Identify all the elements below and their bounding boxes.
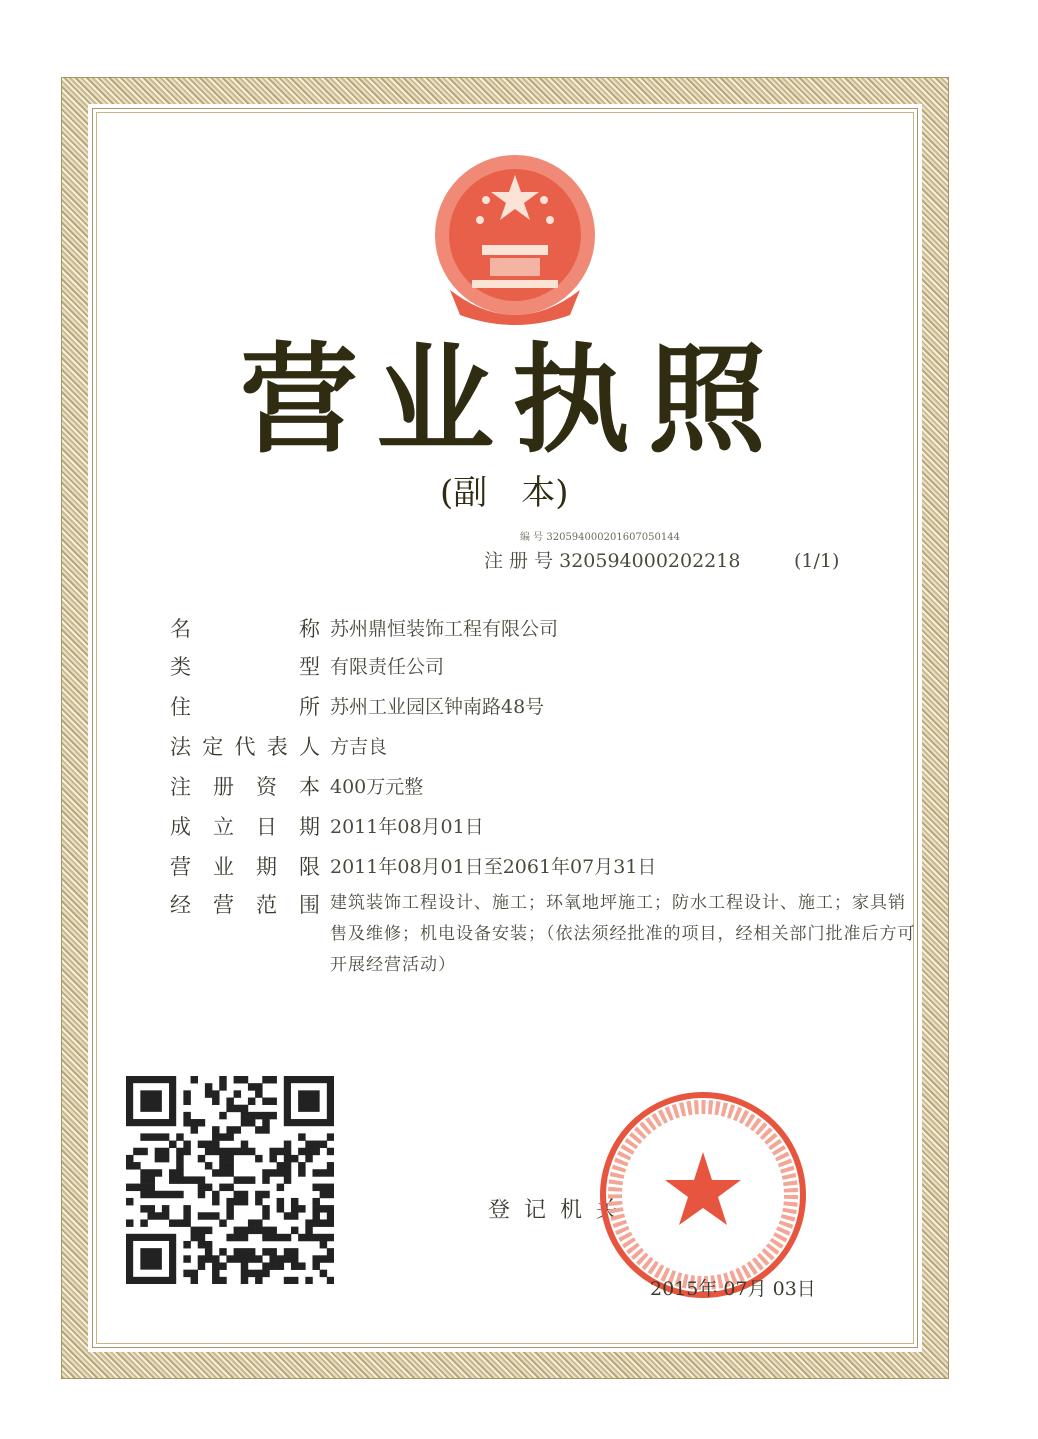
field-label: 名 称: [170, 617, 320, 641]
registration-number: [484, 546, 864, 576]
qr-code-icon: [126, 1076, 334, 1284]
issue-date: 2015年 07月 03日: [650, 1278, 816, 1300]
field-value: 苏州工业园区钟南路48号: [330, 696, 545, 718]
field-row: [170, 730, 930, 764]
field-label: 注 册 资 本: [170, 775, 320, 799]
field-label: 成 立 日 期: [170, 815, 320, 839]
field-value: 2011年08月01日至2061年07月31日: [330, 856, 657, 878]
field-value: 有限责任公司: [330, 656, 445, 678]
field-value: 400万元整: [330, 776, 424, 798]
authority-label: 登记机关: [488, 1198, 633, 1223]
national-emblem-icon: [420, 150, 610, 335]
field-value: 苏州鼎恒装饰工程有限公司: [330, 618, 559, 640]
document-subtitle: (副 本): [440, 473, 569, 513]
field-value: 方吉良: [330, 736, 388, 758]
field-label: 经 营 范 围: [170, 893, 320, 917]
field-value: 2011年08月01日: [330, 816, 484, 838]
official-seal-icon: [598, 1090, 808, 1300]
field-label: 法 定 代 表 人: [170, 735, 320, 759]
field-label: 类 型: [170, 655, 320, 679]
field-label: 营 业 期 限: [170, 855, 320, 879]
registration-text: 注 册 号 320594000202218: [484, 550, 741, 572]
field-row: [170, 612, 930, 646]
serial-number: 编 号 320594000201607050144: [520, 532, 680, 543]
field-row: [170, 850, 930, 884]
field-value: 建筑装饰工程设计、施工；环氧地坪施工；防水工程设计、施工；家具销售及维修；机电设备安装；（依法须经批准的项目，经相关部门批准后方可开展经营活动）: [330, 893, 916, 975]
field-row: [170, 690, 930, 724]
document-title: 营业执照: [240, 331, 785, 469]
field-row: [170, 888, 930, 988]
page-indicator: (1/1): [794, 550, 840, 572]
field-row: [170, 810, 930, 844]
field-label: 住 所: [170, 695, 320, 719]
field-row: [170, 770, 930, 804]
field-row: [170, 650, 930, 684]
